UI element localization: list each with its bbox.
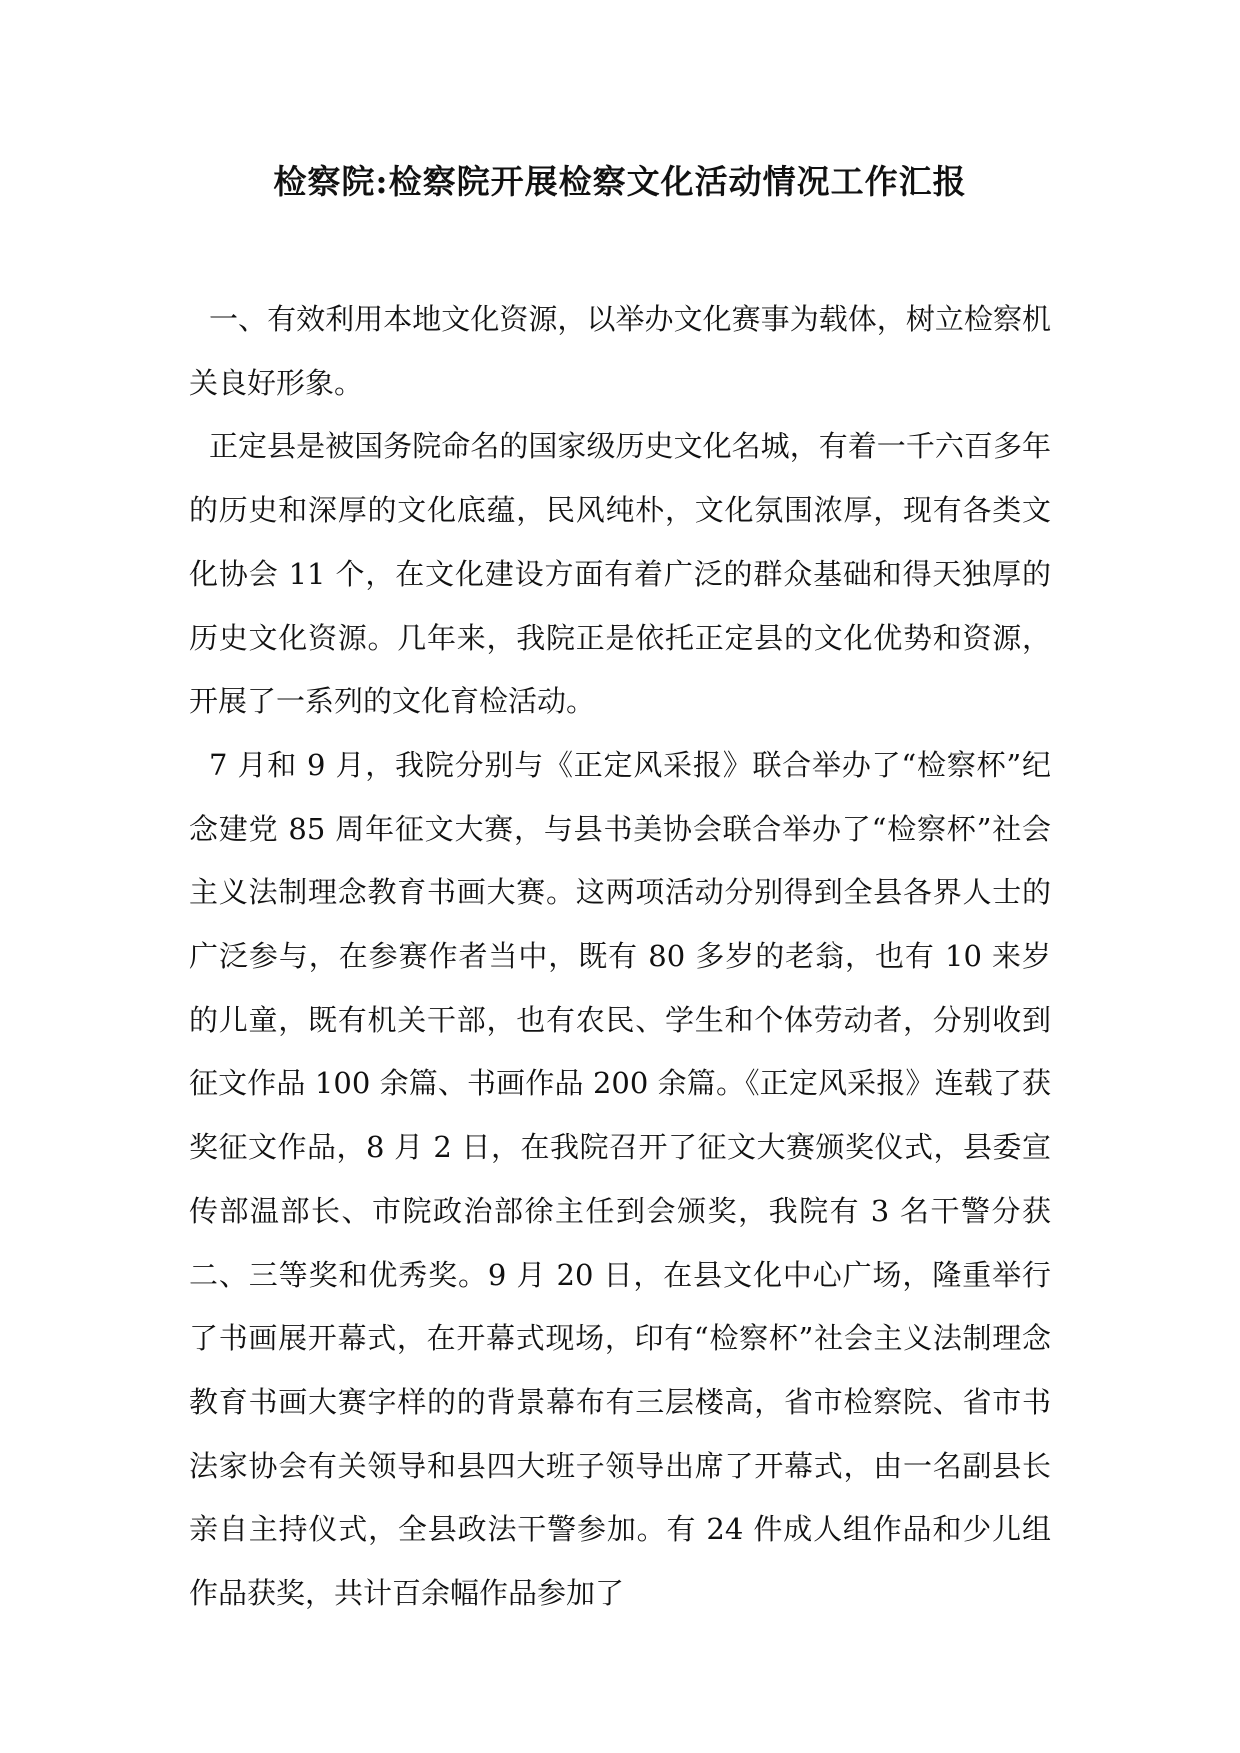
- document-body: [189, 288, 1051, 1626]
- paragraph-section-heading: 一、有效利用本地文化资源，以举办文化赛事为载体，树立检察机关良好形象。: [189, 302, 1051, 400]
- paragraph-zhengding-culture: 正定县是被国务院命名的国家级历史文化名城，有着一千六百多年的历史和深厚的文化底蕴，民风纯朴，文化氛围浓厚，现有各类文化协会 11 个，在文化建设方面有着广泛的群众基础和得天独厚的历史文化资源。几年来，我院正是依托正定县的文化优势和资源，开展了一系列的文化育检活动。: [189, 429, 1051, 719]
- paragraph-competitions: 7 月和 9 月，我院分别与《正定风采报》联合举办了“检察杯”纪念建党 85 周年征文大赛，与县书美协会联合举办了“检察杯”社会主义法制理念教育书画大赛。这两项活动分别得到全县各界人士的广泛参与，在参赛作者当中，既有 80 多岁的老翁，也有 10 来岁的儿童，既有机关干部，也有农民、学生和个体劳动者，分别收到征文作品 100 余篇、书画作品 200 余篇。《正定风采报》连载了获奖征文作品，8 月 2 日，在我院召开了征文大赛颁奖仪式，县委宣传部温部长、市院政治部徐主任到会颁奖，我院有 3 名干警分获二、三等奖和优秀奖。9 月 20 日，在县文化中心广场，隆重举行了书画展开幕式，在开幕式现场，印有“检察杯”社会主义法制理念教育书画大赛字样的的背景幕布有三层楼高，省市检察院、省市书法家协会有关领导和县四大班子领导出席了开幕式，由一名副县长亲自主持仪式，全县政法干警参加。有 24 件成人组作品和少儿组作品获奖，共计百余幅作品参加了: [189, 747, 1051, 1611]
- document-title: 检察院:检察院开展检察文化活动情况工作汇报: [273, 162, 967, 201]
